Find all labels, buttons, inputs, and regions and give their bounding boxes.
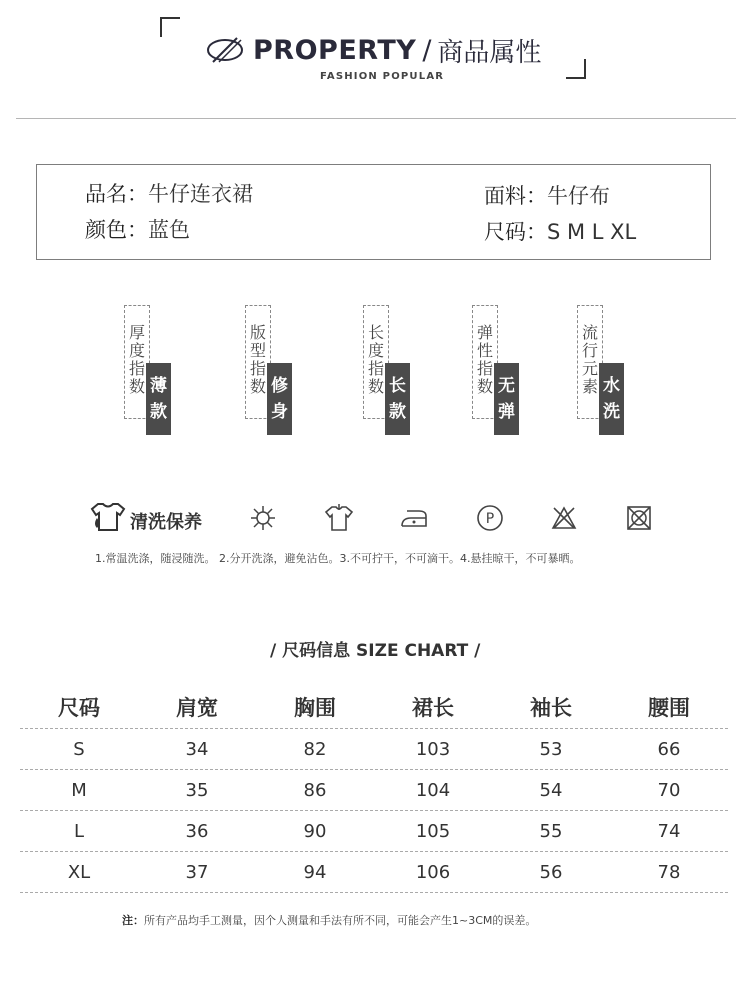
table-cell: 105 bbox=[415, 820, 451, 842]
table-row bbox=[20, 770, 728, 811]
index-label: 弹 性 指 数 bbox=[472, 305, 498, 419]
column-header: 尺码 bbox=[58, 696, 100, 720]
table-row bbox=[20, 729, 728, 770]
table-cell: XL bbox=[67, 861, 91, 883]
table-cell: 90 bbox=[303, 820, 327, 842]
divider bbox=[16, 118, 736, 119]
index-label: 流 行 元 素 bbox=[577, 305, 603, 419]
table-cell: 74 bbox=[657, 820, 681, 842]
column-header: 肩宽 bbox=[176, 696, 218, 720]
size-chart-title: / 尺码信息 SIZE CHART / bbox=[270, 641, 481, 661]
size-table bbox=[20, 686, 728, 893]
page-header bbox=[205, 30, 541, 70]
corner-bracket-bottom-right bbox=[566, 59, 586, 79]
table-cell: 54 bbox=[539, 779, 563, 801]
info-label: 颜色： bbox=[85, 218, 148, 242]
wash-care-label: 清洗保养 bbox=[130, 512, 202, 533]
table-cell: 36 bbox=[185, 820, 209, 842]
index-value: 水 洗 bbox=[599, 363, 624, 435]
table-cell: 78 bbox=[657, 861, 681, 883]
title-separator: / bbox=[422, 34, 432, 66]
table-cell: 55 bbox=[539, 820, 563, 842]
table-header-row bbox=[20, 686, 728, 729]
diamond-slash-icon bbox=[205, 35, 245, 65]
info-fabric bbox=[484, 180, 610, 210]
info-color bbox=[85, 214, 190, 244]
info-size bbox=[484, 216, 636, 246]
table-cell: 53 bbox=[539, 738, 563, 760]
table-cell: 103 bbox=[415, 738, 451, 760]
table-cell: 56 bbox=[539, 861, 563, 883]
no-wash-box-icon bbox=[625, 504, 653, 532]
column-header: 胸围 bbox=[294, 696, 336, 720]
table-cell: 70 bbox=[657, 779, 681, 801]
info-label: 尺码： bbox=[484, 220, 547, 244]
info-label: 面料： bbox=[484, 184, 547, 208]
column-header: 腰围 bbox=[648, 696, 690, 720]
no-tumble-icon bbox=[550, 504, 578, 532]
index-value: 薄 款 bbox=[146, 363, 171, 435]
index-label: 版 型 指 数 bbox=[245, 305, 271, 419]
info-value: 蓝色 bbox=[148, 218, 190, 242]
info-value: 牛仔布 bbox=[547, 184, 610, 208]
info-value: 牛仔连衣裙 bbox=[148, 182, 253, 206]
no-bleach-sun-icon bbox=[249, 504, 277, 532]
table-cell: 35 bbox=[185, 779, 209, 801]
table-cell: L bbox=[73, 820, 85, 842]
table-cell: 66 bbox=[657, 738, 681, 760]
table-cell: 106 bbox=[415, 861, 451, 883]
index-value: 无 弹 bbox=[494, 363, 519, 435]
index-label: 厚 度 指 数 bbox=[124, 305, 150, 419]
table-row bbox=[20, 852, 728, 893]
note-text: 所有产品均手工测量，因个人测量和手法有所不同，可能会产生1~3CM的误差。 bbox=[144, 914, 537, 927]
column-header: 袖长 bbox=[530, 696, 572, 720]
table-cell: 82 bbox=[303, 738, 327, 760]
page-subtitle: FASHION POPULAR bbox=[320, 71, 445, 82]
index-value: 修 身 bbox=[267, 363, 292, 435]
table-cell: S bbox=[73, 738, 85, 760]
table-cell: M bbox=[71, 779, 87, 801]
page-title: PROPERTY bbox=[253, 34, 417, 66]
hang-dry-icon bbox=[324, 504, 354, 532]
table-cell: 34 bbox=[185, 738, 209, 760]
table-cell: 104 bbox=[415, 779, 451, 801]
dry-clean-p-icon bbox=[476, 504, 504, 532]
iron-icon bbox=[399, 506, 429, 530]
index-value: 长 款 bbox=[385, 363, 410, 435]
corner-bracket-top-left bbox=[160, 17, 180, 37]
page-title-cn: 商品属性 bbox=[437, 37, 542, 68]
index-label: 长 度 指 数 bbox=[363, 305, 389, 419]
table-cell: 37 bbox=[185, 861, 209, 883]
info-label: 品名： bbox=[85, 182, 148, 206]
care-instructions: 1.常温洗涤，随浸随洗。 2.分开洗涤，避免沾色。3.不可拧干，不可滴干。4.悬挂晾干，不可暴晒。 bbox=[95, 552, 581, 565]
table-row bbox=[20, 811, 728, 852]
wash-tshirt-icon bbox=[88, 500, 128, 534]
svg-text:P: P bbox=[485, 511, 495, 527]
measurement-note bbox=[122, 912, 536, 928]
column-header: 裙长 bbox=[412, 696, 454, 720]
info-product-name bbox=[85, 178, 253, 208]
table-cell: 86 bbox=[303, 779, 327, 801]
info-value: S M L XL bbox=[547, 220, 637, 244]
table-cell: 94 bbox=[303, 861, 327, 883]
note-label: 注： bbox=[122, 914, 144, 927]
